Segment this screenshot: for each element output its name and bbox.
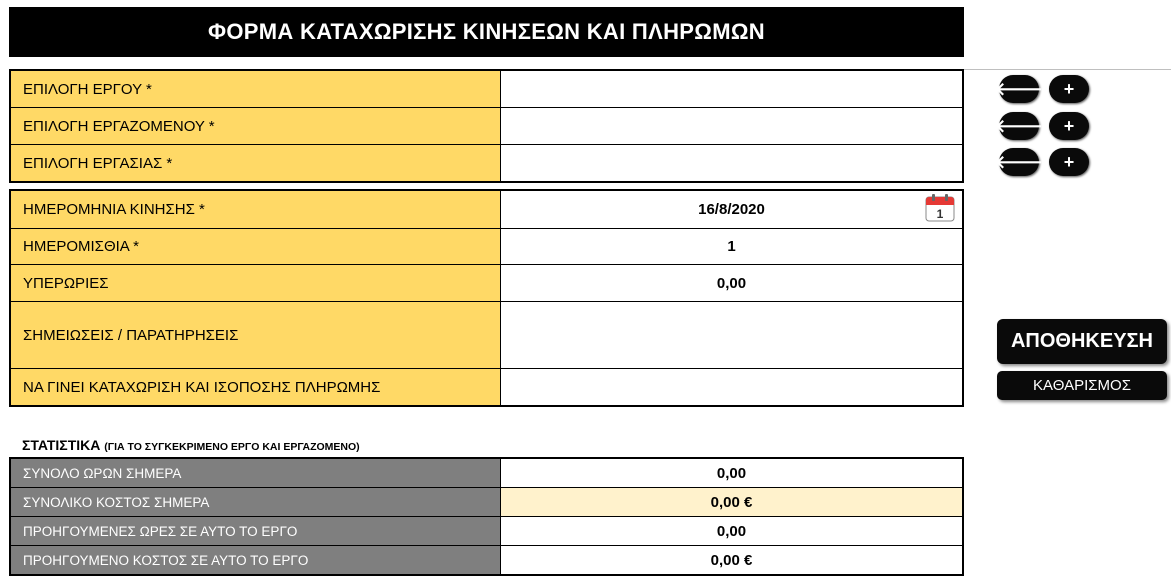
employee-label: ΕΠΙΛΟΓΗ ΕΡΓΑΖΟΜΕΝΟΥ * [11,108,501,144]
date-row [11,191,962,229]
add-project-button[interactable] [1049,75,1089,103]
notes-row [11,302,962,369]
divider [964,69,1171,70]
selection-table [9,69,964,183]
stats-table [9,457,964,576]
form-title: ΦΟΡΜΑ ΚΑΤΑΧΩΡΙΣΗΣ ΚΙΝΗΣΕΩΝ ΚΑΙ ΠΛΗΡΩΜΩΝ [9,7,964,57]
add-task-button[interactable] [1049,148,1089,176]
date-input[interactable] [501,191,962,228]
notes-label: ΣΗΜΕΙΩΣΕΙΣ / ΠΑΡΑΤΗΡΗΣΕΙΣ [11,302,501,368]
task-label: ΕΠΙΛΟΓΗ ΕΡΓΑΣΙΑΣ * [11,145,501,181]
stats-row [11,517,962,546]
stats-value: 0,00 € [710,551,753,569]
stats-label: ΠΡΟΗΓΟΥΜΕΝΕΣ ΩΡΕΣ ΣΕ ΑΥΤΟ ΤΟ ΕΡΓΟ [11,517,501,545]
plus-icon: + [1063,115,1075,136]
add-employee-button[interactable] [1049,112,1089,140]
arrow-left-icon: 🡐 [994,78,1044,99]
calendar-day: 1 [936,207,944,221]
notes-input[interactable] [501,302,962,368]
stats-value: 0,00 [716,522,747,540]
date-label: ΗΜΕΡΟΜΗΝΙΑ ΚΙΝΗΣΗΣ * [11,191,501,228]
stats-heading: ΣΤΑΤΙΣΤΙΚΑ [22,437,101,453]
project-row [11,71,962,108]
stats-row [11,488,962,517]
stats-label: ΠΡΟΗΓΟΥΜΕΝΟ ΚΟΣΤΟΣ ΣΕ ΑΥΤΟ ΤΟ ΕΡΓΟ [11,546,501,574]
calendar-icon[interactable] [924,194,956,222]
back-project-button[interactable] [994,75,1044,103]
arrow-left-icon: 🡐 [994,115,1044,136]
arrow-left-icon: 🡐 [994,151,1044,172]
project-label: ΕΠΙΛΟΓΗ ΕΡΓΟΥ * [11,71,501,107]
project-select[interactable] [501,71,962,107]
date-value: 16/8/2020 [698,201,765,218]
back-task-button[interactable] [994,148,1044,176]
stats-row [11,546,962,574]
overtime-label: ΥΠΕΡΩΡΙΕΣ [11,265,501,301]
payment-row [11,369,962,405]
details-table [9,189,964,407]
clear-button[interactable]: ΚΑΘΑΡΙΣΜΟΣ [997,371,1167,400]
wages-input[interactable]: 1 [727,238,736,255]
overtime-input[interactable]: 0,00 [716,274,747,292]
stats-value: 0,00 € [501,488,962,516]
stats-title [22,437,360,453]
task-row [11,145,962,181]
stats-row [11,459,962,488]
employee-select[interactable] [501,108,962,144]
employee-row [11,108,962,145]
task-select[interactable] [501,145,962,181]
plus-icon: + [1063,151,1075,172]
stats-label: ΣΥΝΟΛΟ ΩΡΩΝ ΣΗΜΕΡΑ [11,459,501,487]
wages-label: ΗΜΕΡΟΜΙΣΘΙΑ * [11,229,501,264]
overtime-row [11,265,962,302]
stats-value: 0,00 [716,464,747,482]
payment-checkbox[interactable] [501,369,962,405]
save-button[interactable]: ΑΠΟΘΗΚΕΥΣΗ [997,319,1167,364]
stats-subtitle: (ΓΙΑ ΤΟ ΣΥΓΚΕΚΡΙΜΕΝΟ ΕΡΓΟ ΚΑΙ ΕΡΓΑΖΟΜΕΝΟ) [104,441,360,453]
stats-label: ΣΥΝΟΛΙΚΟ ΚΟΣΤΟΣ ΣΗΜΕΡΑ [11,488,501,516]
plus-icon: + [1063,78,1075,99]
back-employee-button[interactable] [994,112,1044,140]
wages-row [11,229,962,265]
payment-label: ΝΑ ΓΙΝΕΙ ΚΑΤΑΧΩΡΙΣΗ ΚΑΙ ΙΣΟΠΟΣΗΣ ΠΛΗΡΩΜΗΣ [11,369,501,405]
